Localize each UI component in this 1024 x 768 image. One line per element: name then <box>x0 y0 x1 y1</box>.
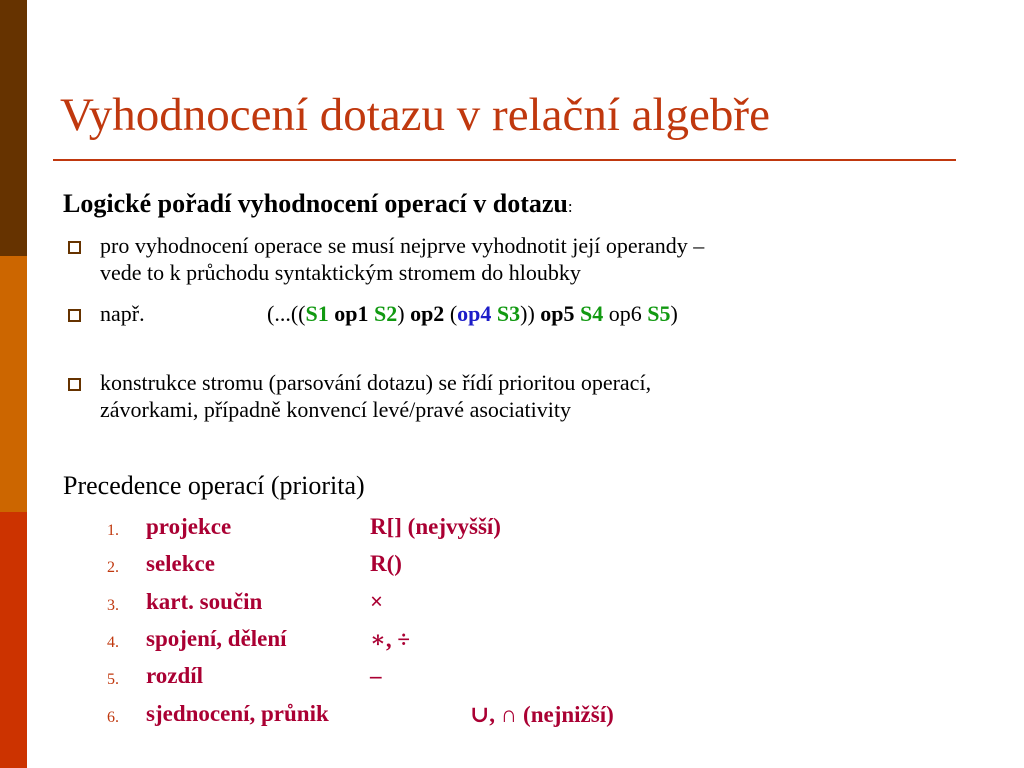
operation-name: projekce <box>146 514 232 539</box>
operation-symbol: R[] (nejvyšší) <box>370 514 501 539</box>
expr-close2: )) <box>520 301 535 326</box>
operation-name: sjednocení, průnik <box>146 701 329 726</box>
square-bullet-icon <box>68 378 81 391</box>
bullet-line: konstrukce stromu (parsování dotazu) se řídí prioritou operací, <box>100 370 652 395</box>
left-accent-bar-middle <box>0 256 27 512</box>
square-bullet-icon <box>68 241 81 254</box>
expr-s3: S3 <box>496 301 521 326</box>
expr-op2: op2 <box>410 301 445 326</box>
bullet-line: pro vyhodnocení operace se musí nejprve vyhodnotit její operandy – <box>100 233 705 258</box>
operation-name: spojení, dělení <box>146 626 287 651</box>
operation-symbol: ∪, ∩ (nejnižší) <box>470 702 614 727</box>
bullet-tree-construction <box>100 369 651 423</box>
section-heading-precedence: Precedence operací (priorita) <box>63 471 365 500</box>
expr-close3: ) <box>670 301 678 326</box>
left-accent-bar-bottom <box>0 512 27 768</box>
section-heading-logical-order <box>63 189 573 219</box>
expr-op4: op4 <box>457 301 492 326</box>
bullet-line: vede to k průchodu syntaktickým stromem do hloubky <box>100 260 581 285</box>
operation-name: selekce <box>146 551 215 576</box>
expr-s1: S1 <box>305 301 329 326</box>
bullet-line: závorkami, případně konvencí levé/pravé asociativity <box>100 397 571 422</box>
expr-close1: ) <box>397 301 405 326</box>
list-item-number: 5. <box>107 671 119 688</box>
expr-op1: op1 <box>334 301 369 326</box>
slide-title: Vyhodnocení dotazu v relační algebře <box>60 89 770 141</box>
title-underline <box>53 159 956 161</box>
bullet-operands <box>100 232 704 286</box>
expr-op6: op6 <box>608 301 642 326</box>
section-heading-colon: : <box>567 197 573 216</box>
example-expression <box>267 300 678 327</box>
operation-symbol: × <box>370 589 384 614</box>
list-item-number: 4. <box>107 634 119 651</box>
operation-name: kart. součin <box>146 589 263 614</box>
expr-open2: ( <box>449 301 458 326</box>
expr-s2: S2 <box>373 301 398 326</box>
expr-open: (...(( <box>267 301 306 326</box>
section-heading-text: Logické pořadí vyhodnocení operací v dotazu <box>63 189 568 218</box>
square-bullet-icon <box>68 309 81 322</box>
list-item-number: 3. <box>107 597 119 614</box>
bullet-example <box>100 300 145 327</box>
list-item-number: 2. <box>107 559 119 576</box>
list-item-number: 1. <box>107 522 119 539</box>
operation-symbol: – <box>370 663 382 688</box>
operation-symbol: ∗, ÷ <box>370 627 411 652</box>
example-label: např. <box>100 301 145 326</box>
left-accent-bar-top <box>0 0 27 256</box>
expr-s4: S4 <box>580 301 604 326</box>
expr-s5: S5 <box>647 301 671 326</box>
list-item-number: 6. <box>107 709 119 726</box>
operation-symbol: R() <box>370 551 402 576</box>
expr-op5: op5 <box>540 301 575 326</box>
operation-name: rozdíl <box>146 663 204 688</box>
